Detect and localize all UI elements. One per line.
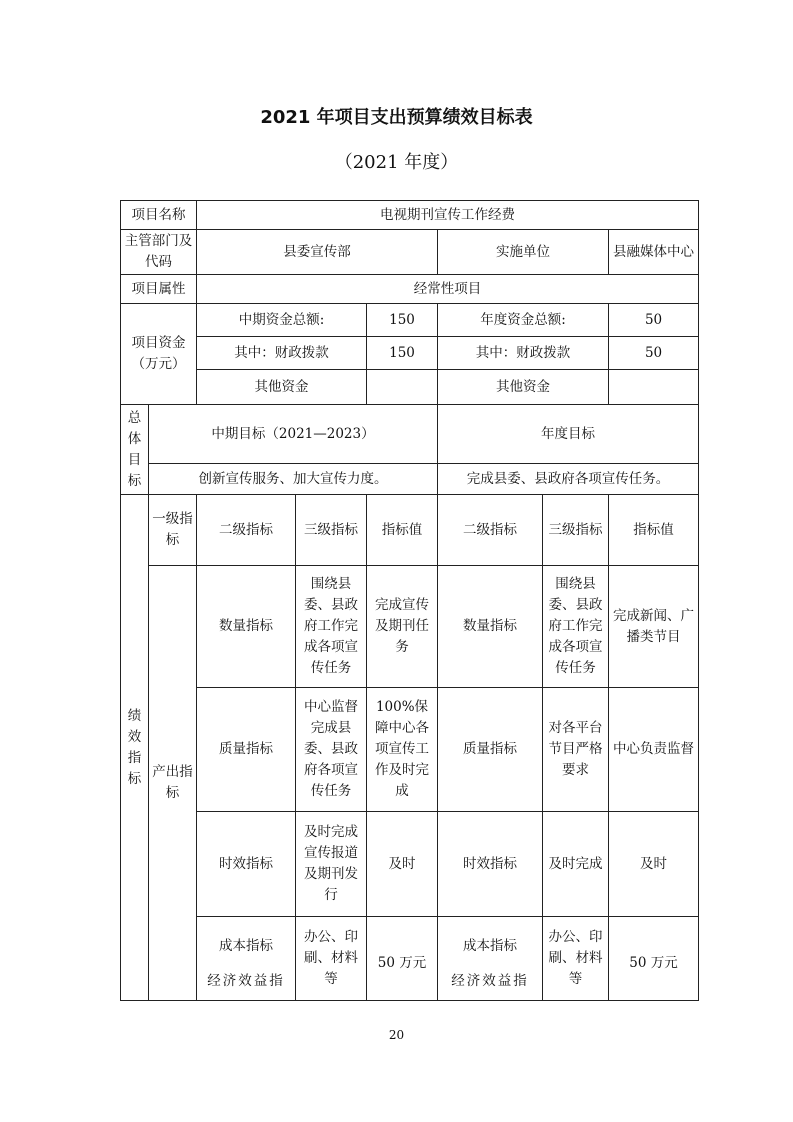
mid-level2: 成本指标 经济效益指	[197, 917, 296, 1001]
year-other-label: 其他资金	[438, 370, 609, 405]
overall-target-label: 总体目标	[121, 405, 149, 495]
performance-label: 绩效指标	[121, 495, 149, 1001]
page-number: 20	[388, 1028, 405, 1042]
mid-level3: 围绕县委、县政府工作完成各项宣传任务	[296, 566, 367, 688]
year-total-value: 50	[609, 304, 699, 337]
mid-level3: 中心监督完成县委、县政府各项宣传任务	[296, 688, 367, 812]
mid-value: 及时	[367, 812, 438, 917]
year-level2: 成本指标 经济效益指	[438, 917, 543, 1001]
project-name-value: 电视期刊宣传工作经费	[197, 201, 699, 230]
year-value: 50 万元	[609, 917, 699, 1001]
page-title: 2021 年项目支出预算绩效目标表	[260, 107, 533, 128]
attribute-label: 项目属性	[121, 275, 197, 304]
mid-other-value	[367, 370, 438, 405]
year-target-header: 年度目标	[438, 405, 699, 464]
mid-fiscal-value: 150	[367, 337, 438, 370]
department-value: 县委宣传部	[197, 230, 438, 275]
table-row	[121, 566, 699, 688]
year-fiscal-value: 50	[609, 337, 699, 370]
year-level2: 数量指标	[438, 566, 543, 688]
table-row	[121, 812, 699, 917]
implementing-unit-value: 县融媒体中心	[609, 230, 699, 275]
header-mid-level3: 三级指标	[296, 495, 367, 566]
year-level2: 时效指标	[438, 812, 543, 917]
header-year-level3: 三级指标	[543, 495, 609, 566]
table-row	[121, 688, 699, 812]
header-mid-value: 指标值	[367, 495, 438, 566]
year-level3: 办公、印刷、材料等	[543, 917, 609, 1001]
performance-target-table	[120, 200, 699, 1001]
year-value: 及时	[609, 812, 699, 917]
year-total-label: 年度资金总额:	[438, 304, 609, 337]
mid-level3: 办公、印刷、材料等	[296, 917, 367, 1001]
header-year-level2: 二级指标	[438, 495, 543, 566]
mid-level2: 数量指标	[197, 566, 296, 688]
project-name-label: 项目名称	[121, 201, 197, 230]
table-row	[121, 917, 699, 1001]
year-level3: 对各平台节目严格要求	[543, 688, 609, 812]
funds-label: 项目资金（万元）	[121, 304, 197, 405]
mid-level2: 质量指标	[197, 688, 296, 812]
page-subtitle: （2021 年度）	[334, 152, 459, 173]
mid-level3: 及时完成宣传报道及期刊发行	[296, 812, 367, 917]
header-level1: 一级指标	[149, 495, 197, 566]
year-fiscal-label: 其中：财政拨款	[438, 337, 609, 370]
mid-target-text: 创新宣传服务、加大宣传力度。	[149, 464, 438, 495]
mid-level2: 时效指标	[197, 812, 296, 917]
year-level3: 及时完成	[543, 812, 609, 917]
mid-total-value: 150	[367, 304, 438, 337]
mid-value: 50 万元	[367, 917, 438, 1001]
year-target-text: 完成县委、县政府各项宣传任务。	[438, 464, 699, 495]
year-other-value	[609, 370, 699, 405]
mid-other-label: 其他资金	[197, 370, 367, 405]
header-year-value: 指标值	[609, 495, 699, 566]
year-value: 完成新闻、广播类节目	[609, 566, 699, 688]
department-label: 主管部门及代码	[121, 230, 197, 275]
mid-target-header: 中期目标（2021—2023）	[149, 405, 438, 464]
year-value: 中心负责监督	[609, 688, 699, 812]
mid-total-label: 中期资金总额:	[197, 304, 367, 337]
mid-value: 完成宣传及期刊任务	[367, 566, 438, 688]
year-level2: 质量指标	[438, 688, 543, 812]
output-indicator-label: 产出指标	[149, 566, 197, 1001]
implementing-unit-label: 实施单位	[438, 230, 609, 275]
header-mid-level2: 二级指标	[197, 495, 296, 566]
mid-value: 100%保障中心各项宣传工作及时完成	[367, 688, 438, 812]
year-level3: 围绕县委、县政府工作完成各项宣传任务	[543, 566, 609, 688]
attribute-value: 经常性项目	[197, 275, 699, 304]
mid-fiscal-label: 其中：财政拨款	[197, 337, 367, 370]
